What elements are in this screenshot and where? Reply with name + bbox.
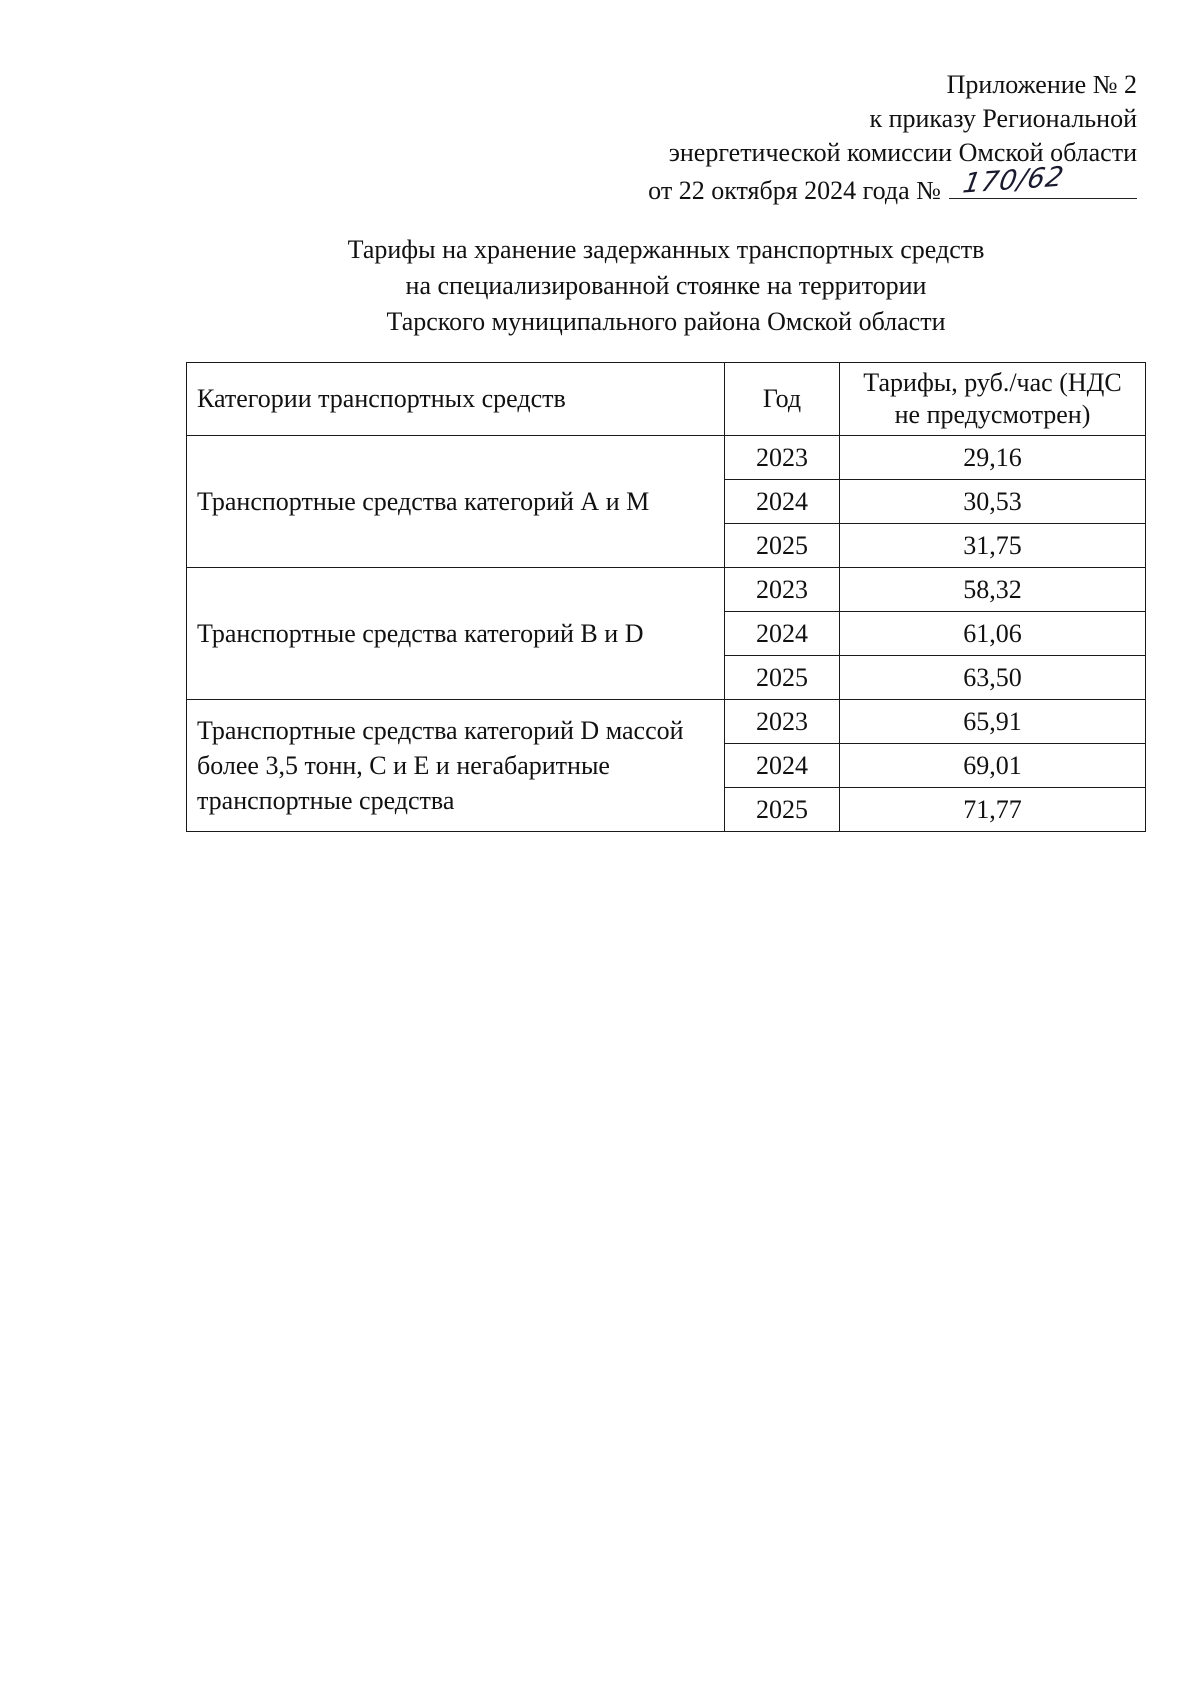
order-number-field: [949, 161, 1137, 200]
category-cell: Транспортные средства категорий В и D: [187, 568, 725, 700]
header-tariff: [840, 363, 1146, 436]
tariff-cell: 61,06: [840, 612, 1146, 656]
header-year: Год: [725, 363, 840, 436]
header-tariff-line-2: не предусмотрен): [894, 400, 1091, 429]
tariff-cell: 31,75: [840, 524, 1146, 568]
category-cell: Транспортные средства категорий D массой более 3,5 тонн, С и Е и негабаритные транспортные средства: [187, 700, 725, 832]
commission-name: энергетической комиссии Омской области: [668, 138, 1137, 167]
table-row: [187, 568, 1146, 612]
year-cell: 2024: [725, 612, 840, 656]
year-cell: 2023: [725, 700, 840, 744]
tariff-cell: 30,53: [840, 480, 1146, 524]
year-cell: 2023: [725, 436, 840, 480]
header-category: Категории транспортных средств: [187, 363, 725, 436]
order-reference: к приказу Региональной: [869, 104, 1137, 133]
table-row: [187, 700, 1146, 744]
tariff-cell: 69,01: [840, 744, 1146, 788]
order-date-line: [648, 161, 1137, 208]
tariff-cell: 71,77: [840, 788, 1146, 832]
year-cell: 2023: [725, 568, 840, 612]
title-line-2: на специализированной стоянке на территории: [405, 271, 927, 300]
table-header-row: [187, 363, 1146, 436]
tariff-cell: 65,91: [840, 700, 1146, 744]
tariff-cell: 63,50: [840, 656, 1146, 700]
attachment-header: [648, 68, 1137, 208]
order-date: от 22 октября 2024 года №: [648, 176, 941, 205]
title-line-3: Тарского муниципального района Омской области: [386, 307, 946, 336]
tariff-cell: 58,32: [840, 568, 1146, 612]
year-cell: 2024: [725, 480, 840, 524]
tariff-cell: 29,16: [840, 436, 1146, 480]
tariffs-table: [186, 362, 1146, 832]
table-row: [187, 436, 1146, 480]
year-cell: 2025: [725, 524, 840, 568]
category-cell: Транспортные средства категорий А и М: [187, 436, 725, 568]
year-cell: 2024: [725, 744, 840, 788]
document-title: [186, 232, 1146, 340]
year-cell: 2025: [725, 788, 840, 832]
attachment-label: Приложение № 2: [946, 70, 1137, 99]
handwritten-order-number: 170/62: [960, 161, 1067, 200]
title-line-1: Тарифы на хранение задержанных транспортных средств: [347, 235, 985, 264]
header-tariff-line-1: Тарифы, руб./час (НДС: [863, 368, 1122, 397]
year-cell: 2025: [725, 656, 840, 700]
